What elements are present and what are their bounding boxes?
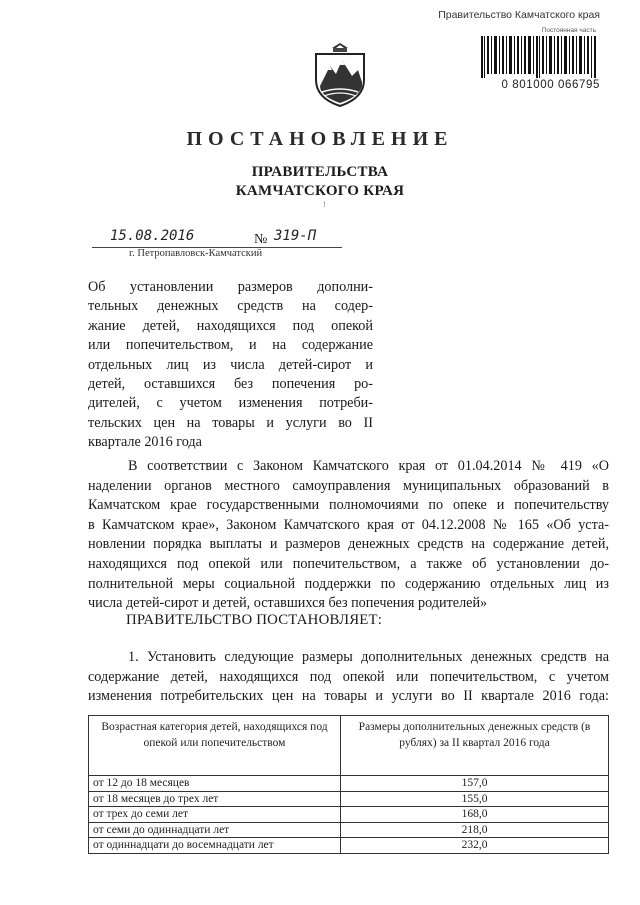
kamchatka-coat-of-arms-icon	[310, 42, 370, 108]
stamp-subtitle: Постоянная часть	[541, 27, 596, 34]
column-header-amount: Размеры дополнительных денежных средств (в рублях) за II квартал 2016 года	[341, 716, 609, 776]
paragraph-line: 1. Установить следующие размеры дополнительных денежных средств на	[128, 649, 609, 665]
table-row	[89, 791, 609, 807]
barcode-number: 0 801000 066795	[501, 79, 600, 91]
stamp-title: Правительство Камчатского края	[438, 9, 600, 21]
document-type-title: ПОСТАНОВЛЕНИЕ	[186, 128, 454, 150]
preamble-line: Камчатском крае государственными полномочиями по опеке и попечительству	[88, 497, 609, 514]
preamble-paragraph	[88, 457, 609, 614]
column-header-category: Возрастная категория детей, находящихся под опекой или попечительством	[89, 716, 341, 776]
row-category: от 12 до 18 месяцев	[89, 776, 341, 792]
subject-line: дителей, с учетом изменения потреби-	[88, 395, 373, 412]
allowance-table	[88, 715, 609, 854]
row-amount: 157,0	[341, 776, 609, 792]
subject-line: детей, оставшихся без попечения ро-	[88, 375, 373, 392]
preamble-line: наделении органов местного самоуправления муниципальных образований в	[88, 477, 609, 494]
table-header-row	[89, 716, 609, 776]
subject-line: или попечительством, и на содержание	[88, 337, 373, 354]
table-row	[89, 822, 609, 838]
document-number: 319-П	[274, 228, 317, 244]
document-subject	[88, 278, 373, 453]
preamble-line: числа детей-сирот и детей, оставшихся без попечения родителей»	[88, 595, 488, 612]
row-category: от семи до одиннадцати лет	[89, 822, 341, 838]
subject-line: Об установлении размеров дополни-	[88, 279, 373, 295]
table-row	[89, 807, 609, 823]
row-category: от трех до семи лет	[89, 807, 341, 823]
subject-line: отдельных лиц из числа детей-сирот и	[88, 356, 373, 373]
row-category: от 18 месяцев до трех лет	[89, 791, 341, 807]
issue-place: г. Петропавловск-Камчатский	[129, 248, 263, 259]
decree-heading: ПРАВИТЕЛЬСТВО ПОСТАНОВЛЯЕТ:	[126, 612, 383, 628]
row-amount: 168,0	[341, 807, 609, 823]
row-category: от одиннадцати до восемнадцати лет	[89, 838, 341, 854]
table-row	[89, 776, 609, 792]
issuer-line-1: ПРАВИТЕЛЬСТВА	[251, 164, 389, 180]
preamble-line: находящихся под опекой или попечительством, а также об установлении до-	[88, 555, 609, 572]
margin-mark: !	[323, 200, 326, 209]
preamble-line: новлении порядка выплаты и размеров денежных средств на содержание детей,	[88, 536, 609, 553]
number-sign: №	[254, 232, 268, 247]
row-amount: 155,0	[341, 791, 609, 807]
paragraph-1	[88, 648, 609, 707]
subject-line: тельских цен на товары и услуги во II	[88, 414, 373, 431]
subject-line: жание детей, находящихся под опекой	[88, 317, 373, 334]
issuer-line-2: КАМЧАТСКОГО КРАЯ	[235, 183, 405, 199]
row-amount: 218,0	[341, 822, 609, 838]
barcode-icon	[481, 36, 598, 78]
row-amount: 232,0	[341, 838, 609, 854]
document-date: 15.08.2016	[110, 228, 195, 244]
subject-line: тельных денежных средств на содер-	[88, 298, 373, 315]
subject-line: квартале 2016 года	[88, 434, 202, 451]
table-row	[89, 838, 609, 854]
preamble-line: полнительной меры социальной поддержки по содержанию отдельных лиц из	[88, 575, 609, 592]
preamble-line: в Камчатском крае», Законом Камчатского края от 04.12.2008 № 165 «Об уста-	[88, 516, 609, 533]
paragraph-line: изменения потребительских цен на товары и услуги во II квартале 2016 года:	[88, 688, 609, 705]
paragraph-line: содержание детей, находящихся под опекой или попечительством, с учетом	[88, 668, 609, 685]
preamble-line: В соответствии с Законом Камчатского края от 01.04.2014 № 419 «О	[128, 458, 609, 474]
